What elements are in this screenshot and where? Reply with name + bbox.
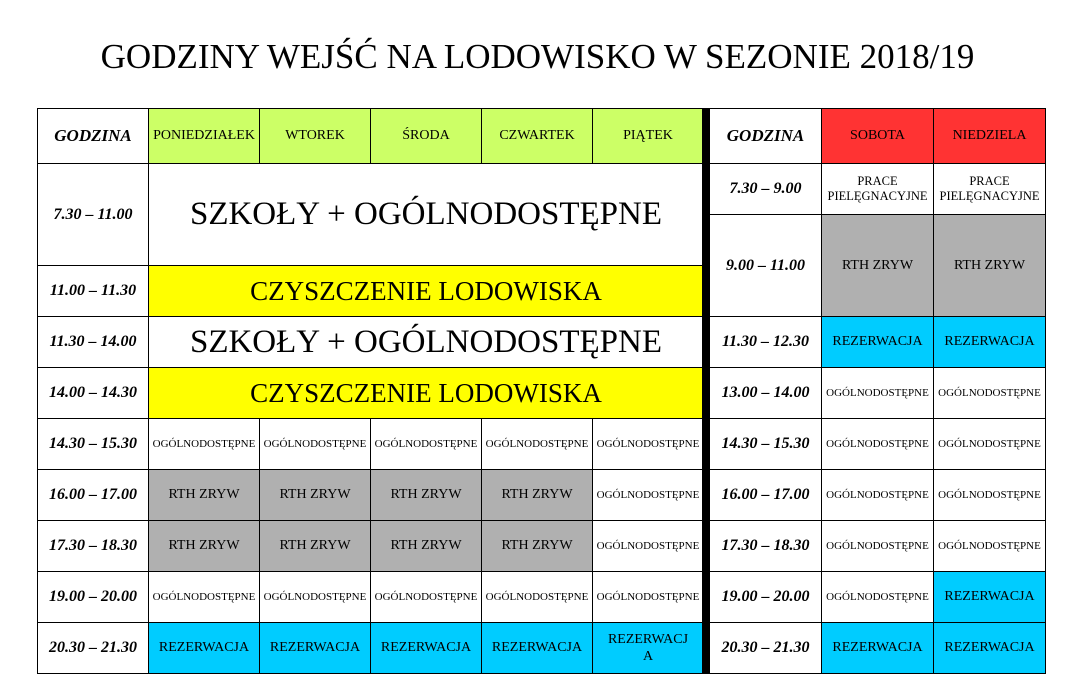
schedule-cell: OGÓLNODOSTĘPNE [593, 470, 704, 521]
schedule-cell: OGÓLNODOSTĘPNE [822, 521, 934, 572]
schedule-cell: OGÓLNODOSTĘPNE [822, 368, 934, 419]
schedule-cell: REZERWACJA [482, 623, 593, 674]
schedule-cell: RTH ZRYW [482, 470, 593, 521]
schedule-cell: OGÓLNODOSTĘPNE [371, 419, 482, 470]
schedule-cell: OGÓLNODOSTĘPNE [482, 419, 593, 470]
time-cell: 19.00 – 20.00 [710, 572, 822, 623]
time-cell: 11.00 – 11.30 [38, 266, 149, 317]
table-row [710, 623, 1046, 674]
schedule-cell: REZERWACJA [371, 623, 482, 674]
header-niedziela: NIEDZIELA [934, 109, 1046, 164]
time-cell: 20.30 – 21.30 [710, 623, 822, 674]
table-row [38, 623, 704, 674]
merged-cell-szkoly: SZKOŁY + OGÓLNODOSTĘPNE [149, 164, 704, 266]
merged-cell-czyszczenie: CZYSZCZENIE LODOWISKA [149, 266, 704, 317]
schedule-cell: OGÓLNODOSTĘPNE [260, 419, 371, 470]
schedule-cell: REZERWACJ A [593, 623, 704, 674]
schedule-cell: RTH ZRYW [934, 215, 1046, 317]
header-piatek: PIĄTEK [593, 109, 704, 164]
schedule-cell: RTH ZRYW [822, 215, 934, 317]
schedule-cell: OGÓLNODOSTĘPNE [593, 572, 704, 623]
time-cell: 14.30 – 15.30 [710, 419, 822, 470]
schedule-cell: OGÓLNODOSTĘPNE [934, 419, 1046, 470]
table-row [38, 470, 704, 521]
time-cell: 11.30 – 12.30 [710, 317, 822, 368]
schedule-cell: REZERWACJA [260, 623, 371, 674]
table-row [38, 266, 704, 317]
header-wtorek: WTOREK [260, 109, 371, 164]
time-cell: 7.30 – 9.00 [710, 164, 822, 215]
table-row [38, 164, 704, 266]
schedule-cell: OGÓLNODOSTĘPNE [371, 572, 482, 623]
header-czwartek: CZWARTEK [482, 109, 593, 164]
time-cell: 16.00 – 17.00 [710, 470, 822, 521]
time-cell: 20.30 – 21.30 [38, 623, 149, 674]
table-row [38, 419, 704, 470]
time-cell: 17.30 – 18.30 [38, 521, 149, 572]
schedule-cell: OGÓLNODOSTĘPNE [934, 521, 1046, 572]
weekend-header-row [710, 109, 1046, 164]
time-cell: 11.30 – 14.00 [38, 317, 149, 368]
header-godzina: GODZINA [710, 109, 822, 164]
schedule-cell: REZERWACJA [822, 623, 934, 674]
schedule-cell: RTH ZRYW [371, 470, 482, 521]
weekday-schedule-table [37, 108, 704, 674]
schedule-cell: REZERWACJA [149, 623, 260, 674]
schedule-cell: OGÓLNODOSTĘPNE [149, 572, 260, 623]
schedule-cell: OGÓLNODOSTĘPNE [934, 368, 1046, 419]
schedule-cell: RTH ZRYW [482, 521, 593, 572]
table-row [38, 572, 704, 623]
schedule-cell: OGÓLNODOSTĘPNE [822, 572, 934, 623]
schedule-cell: OGÓLNODOSTĘPNE [593, 419, 704, 470]
table-row [38, 521, 704, 572]
time-cell: 17.30 – 18.30 [710, 521, 822, 572]
time-cell: 9.00 – 11.00 [710, 215, 822, 317]
schedule-cell: OGÓLNODOSTĘPNE [822, 470, 934, 521]
schedule-cell: RTH ZRYW [260, 470, 371, 521]
schedule-cell: OGÓLNODOSTĘPNE [260, 572, 371, 623]
schedule-cell: PRACE PIELĘGNACYJNE [934, 164, 1046, 215]
schedule-cell: OGÓLNODOSTĘPNE [822, 419, 934, 470]
schedule-cell: RTH ZRYW [371, 521, 482, 572]
header-poniedzialek: PONIEDZIAŁEK [149, 109, 260, 164]
weekday-header-row [38, 109, 704, 164]
table-row [38, 317, 704, 368]
header-godzina: GODZINA [38, 109, 149, 164]
time-cell: 14.30 – 15.30 [38, 419, 149, 470]
schedule-cell: RTH ZRYW [149, 470, 260, 521]
table-row [710, 419, 1046, 470]
time-cell: 16.00 – 17.00 [38, 470, 149, 521]
time-cell: 19.00 – 20.00 [38, 572, 149, 623]
table-row [38, 368, 704, 419]
weekend-schedule-table [709, 108, 1046, 674]
table-row [710, 317, 1046, 368]
schedule-cell: REZERWACJA [934, 317, 1046, 368]
schedule-cell: OGÓLNODOSTĘPNE [149, 419, 260, 470]
header-sobota: SOBOTA [822, 109, 934, 164]
schedule-cell: OGÓLNODOSTĘPNE [934, 470, 1046, 521]
merged-cell-szkoly: SZKOŁY + OGÓLNODOSTĘPNE [149, 317, 704, 368]
time-cell: 7.30 – 11.00 [38, 164, 149, 266]
schedule-cell: RTH ZRYW [260, 521, 371, 572]
table-row [710, 572, 1046, 623]
table-row [710, 368, 1046, 419]
header-sroda: ŚRODA [371, 109, 482, 164]
time-cell: 14.00 – 14.30 [38, 368, 149, 419]
time-cell: 13.00 – 14.00 [710, 368, 822, 419]
schedule-cell: OGÓLNODOSTĘPNE [593, 521, 704, 572]
table-row [710, 215, 1046, 317]
schedule-cell: PRACE PIELĘGNACYJNE [822, 164, 934, 215]
schedule-cell: REZERWACJA [934, 572, 1046, 623]
table-row [710, 164, 1046, 215]
table-row [710, 521, 1046, 572]
schedule-cell: REZERWACJA [934, 623, 1046, 674]
merged-cell-czyszczenie: CZYSZCZENIE LODOWISKA [149, 368, 704, 419]
schedule-cell: RTH ZRYW [149, 521, 260, 572]
schedule-cell: REZERWACJA [822, 317, 934, 368]
page-title: GODZINY WEJŚĆ NA LODOWISKO W SEZONIE 2018/19 [100, 37, 975, 76]
table-row [710, 470, 1046, 521]
schedule-cell: OGÓLNODOSTĘPNE [482, 572, 593, 623]
